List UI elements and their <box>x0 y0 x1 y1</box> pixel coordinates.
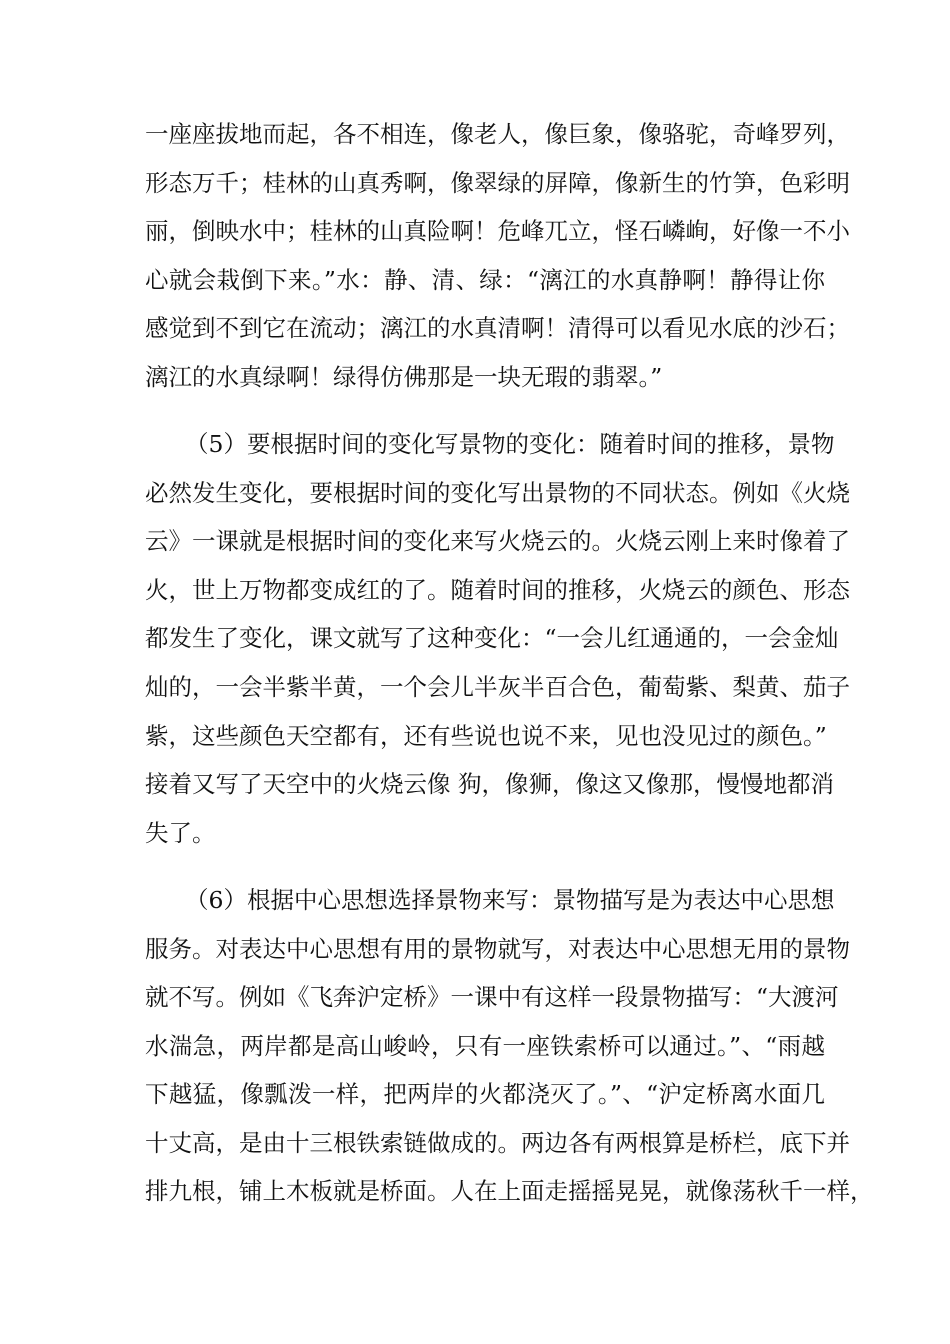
text-line: 服务。对表达中心思想有用的景物就写，对表达中心思想无用的景物 <box>145 935 850 963</box>
text-line: 紫，这些颜色天空都有，还有些说也说不来，见也没见过的颜色。” <box>145 722 827 750</box>
text-line: 就不写。例如《飞奔沪定桥》一课中有这样一段景物描写：“大渡河 <box>145 983 839 1011</box>
text-line: 排九根，铺上木板就是桥面。人在上面走摇摇晃晃，就像荡秋千一样， <box>145 1177 874 1205</box>
text-line: 心就会栽倒下来。”水：静、清、绿：“漓江的水真静啊！静得让你 <box>145 266 825 294</box>
text-line: 十丈高，是由十三根铁索链做成的。两边各有两根算是桥栏，底下并 <box>145 1129 850 1157</box>
text-line: （6）根据中心思想选择景物来写：景物描写是为表达中心思想 <box>185 886 835 914</box>
text-line: 漓江的水真绿啊！绿得仿佛那是一块无瑕的翡翠。” <box>145 363 663 391</box>
text-line: 必然发生变化，要根据时间的变化写出景物的不同状态。例如《火烧 <box>145 479 850 507</box>
text-line: 云》一课就是根据时间的变化来写火烧云的。火烧云刚上来时像着了 <box>145 527 850 555</box>
text-line: 灿的，一会半紫半黄，一个会儿半灰半百合色，葡萄紫、梨黄、茄子 <box>145 673 850 701</box>
text-line: （5）要根据时间的变化写景物的变化：随着时间的推移，景物 <box>185 430 835 458</box>
text-line: 水湍急，两岸都是高山峻岭，只有一座铁索桥可以通过。”、“雨越 <box>145 1032 825 1060</box>
text-line: 形态万千；桂林的山真秀啊，像翠绿的屏障，像新生的竹笋，色彩明 <box>145 169 850 197</box>
text-line: 失了。 <box>145 819 216 847</box>
text-line: 下越猛，像瓢泼一样，把两岸的火都浇灭了。”、“沪定桥离水面几 <box>145 1080 825 1108</box>
text-line: 都发生了变化，课文就写了这种变化：“一会儿红通通的，一会金灿 <box>145 624 839 652</box>
text-line: 接着又写了天空中的火烧云像 狗，像狮，像这又像那，慢慢地都消 <box>145 770 834 798</box>
text-line: 丽，倒映水中；桂林的山真险啊！危峰兀立，怪石嶙峋，好像一不小 <box>145 217 850 245</box>
text-line: 一座座拔地而起，各不相连，像老人，像巨象，像骆驼，奇峰罗列， <box>145 120 850 148</box>
text-line: 感觉到不到它在流动；漓江的水真清啊！清得可以看见水底的沙石； <box>145 314 850 342</box>
text-line: 火，世上万物都变成红的了。随着时间的推移，火烧云的颜色、形态 <box>145 576 850 604</box>
